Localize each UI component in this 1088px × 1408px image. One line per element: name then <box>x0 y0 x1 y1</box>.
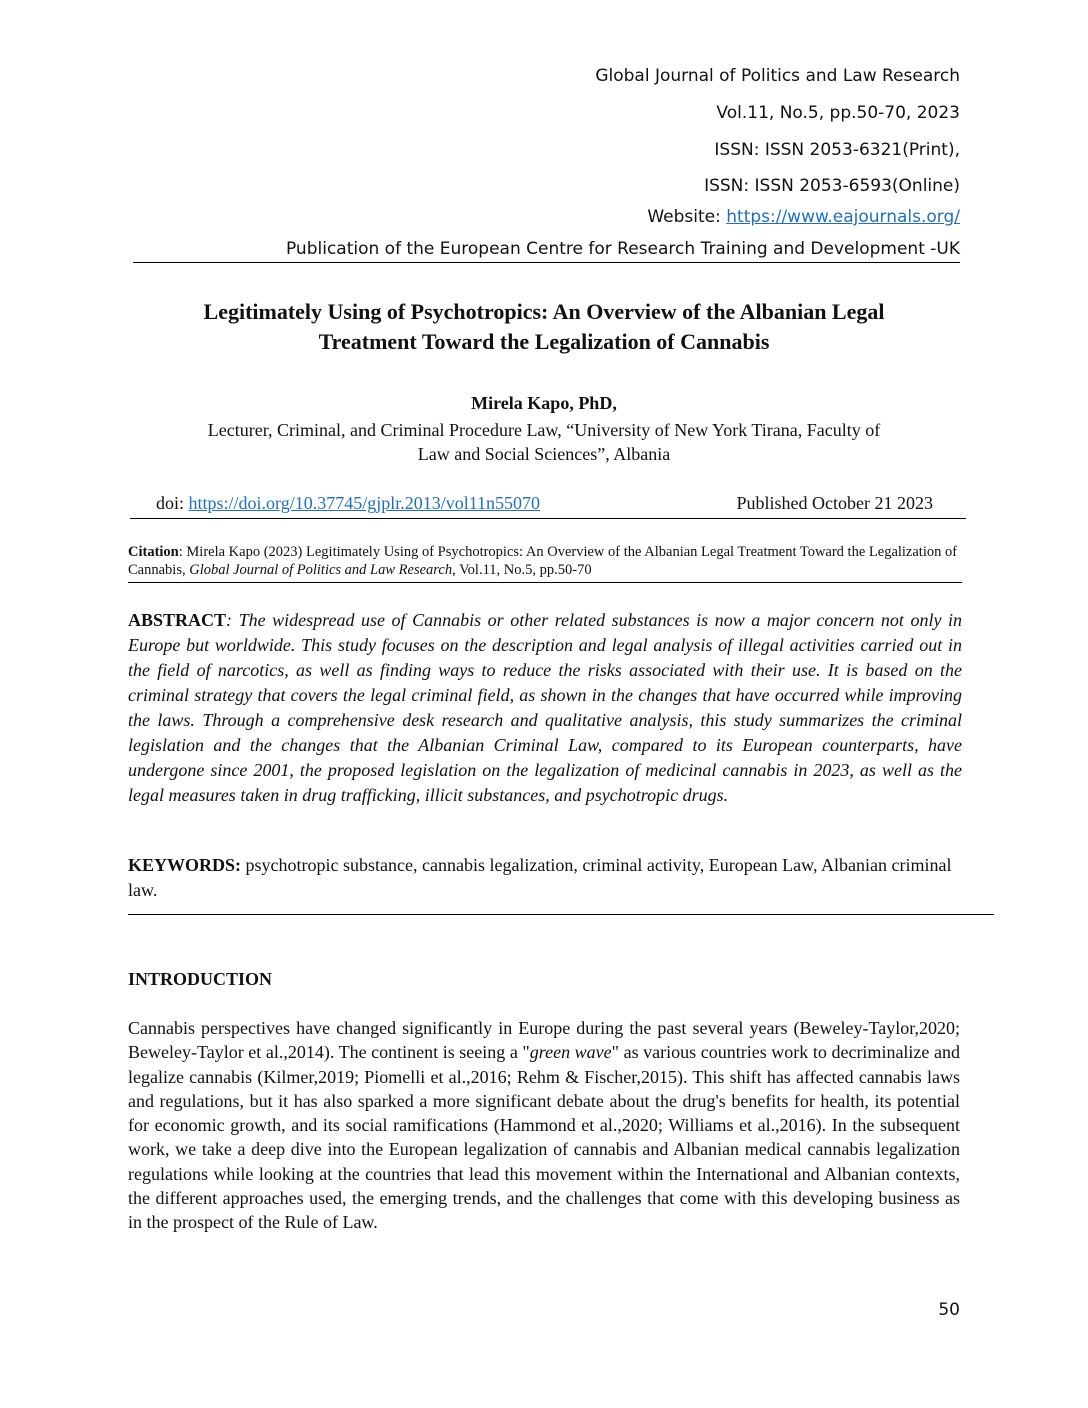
introduction-paragraph <box>128 1016 960 1235</box>
title-line-2: Treatment Toward the Legalization of Cannabis <box>318 329 770 354</box>
website-label: Website: <box>647 207 727 227</box>
abstract-label: ABSTRACT <box>128 610 227 630</box>
intro-text-2: " as various countries work to decriminalize and legalize cannabis (Kilmer,2019; Piomelli et al.,2016; Rehm & Fischer,2015). This shift has affected cannabis laws and regulations, but it has also sparked a more significant debate about the drug's benefits for health, its potential for economic growth, and its social ramifications (Hammond et al.,2020; Williams et al.,2016). In the subsequent work, we take a deep dive into the European legalization of cannabis and Albanian medical cannabis legalization regulations while looking at the countries that lead this movement within the International and Albanian contexts, the different approaches used, the emerging trends, and the challenges that come with this developing business as in the prospect of the Rule of Law. <box>128 1042 960 1233</box>
abstract <box>128 608 962 808</box>
keywords <box>128 853 962 903</box>
journal-volume: Vol.11, No.5, pp.50-70, 2023 <box>716 103 960 123</box>
keywords-label: KEYWORDS: <box>128 855 242 875</box>
website-line <box>647 207 960 227</box>
doi-link[interactable]: https://doi.org/10.37745/gjplr.2013/vol11n55070 <box>188 493 541 513</box>
issn-online: ISSN: ISSN 2053-6593(Online) <box>704 176 960 196</box>
doi-label: doi: <box>156 493 189 513</box>
citation-text-1: : Mirela Kapo (2023) Legitimately Using of Psychotropics: An Overview of the Albanian Legal Treatment Toward the Legalization of Cannabis, <box>128 544 958 578</box>
journal-name: Global Journal of Politics and Law Research <box>595 66 960 86</box>
citation-text-2: , Vol.11, No.5, pp.50-70 <box>452 562 592 578</box>
author-affiliation <box>140 418 948 466</box>
keywords-text: psychotropic substance, cannabis legalization, criminal activity, European Law, Albanian criminal law. <box>128 855 952 900</box>
issn-print: ISSN: ISSN 2053-6321(Print), <box>714 140 960 160</box>
doi <box>156 492 540 514</box>
affiliation-line-1: Lecturer, Criminal, and Criminal Procedure Law, “University of New York Tirana, Faculty of <box>207 420 881 440</box>
publisher-line: Publication of the European Centre for Research Training and Development -UK <box>133 238 960 263</box>
abstract-text: : The widespread use of Cannabis or other related substances is now a major concern not only in Europe but worldwide. This study focuses on the description and legal analysis of illegal activities carried out in the field of narcotics, as well as finding ways to reduce the risks associated with their use. It is based on the criminal strategy that covers the legal criminal field, as shown in the changes that have occurred while improving the laws. Through a comprehensive desk research and qualitative analysis, this study summarizes the criminal legislation and the changes that the Albanian Criminal Law, compared to its European counterparts, have undergone since 2001, the proposed legislation on the legalization of medicinal cannabis in 2023, as well as the legal measures taken in drug trafficking, illicit substances, and psychotropic drugs. <box>128 610 962 805</box>
intro-text-1: Cannabis perspectives have changed significantly in Europe during the past several years (Beweley-Taylor,2020; Beweley-Taylor et al.,2014). The continent is seeing a " <box>128 1018 960 1063</box>
citation-label: Citation <box>128 544 179 560</box>
website-link[interactable]: https://www.eajournals.org/ <box>726 207 960 227</box>
title-line-1: Legitimately Using of Psychotropics: An Overview of the Albanian Legal <box>203 299 885 324</box>
published-date: Published October 21 2023 <box>736 493 933 513</box>
doi-row <box>130 492 966 519</box>
introduction-heading: INTRODUCTION <box>128 969 273 989</box>
citation-journal: Global Journal of Politics and Law Research <box>189 562 453 578</box>
citation <box>128 543 962 583</box>
paper-title <box>130 297 958 357</box>
affiliation-line-2: Law and Social Sciences”, Albania <box>417 444 671 464</box>
page-number: 50 <box>938 1300 960 1320</box>
section-divider <box>128 914 994 915</box>
author-name: Mirela Kapo, PhD, <box>471 393 617 413</box>
intro-italic: green wave <box>529 1042 612 1063</box>
